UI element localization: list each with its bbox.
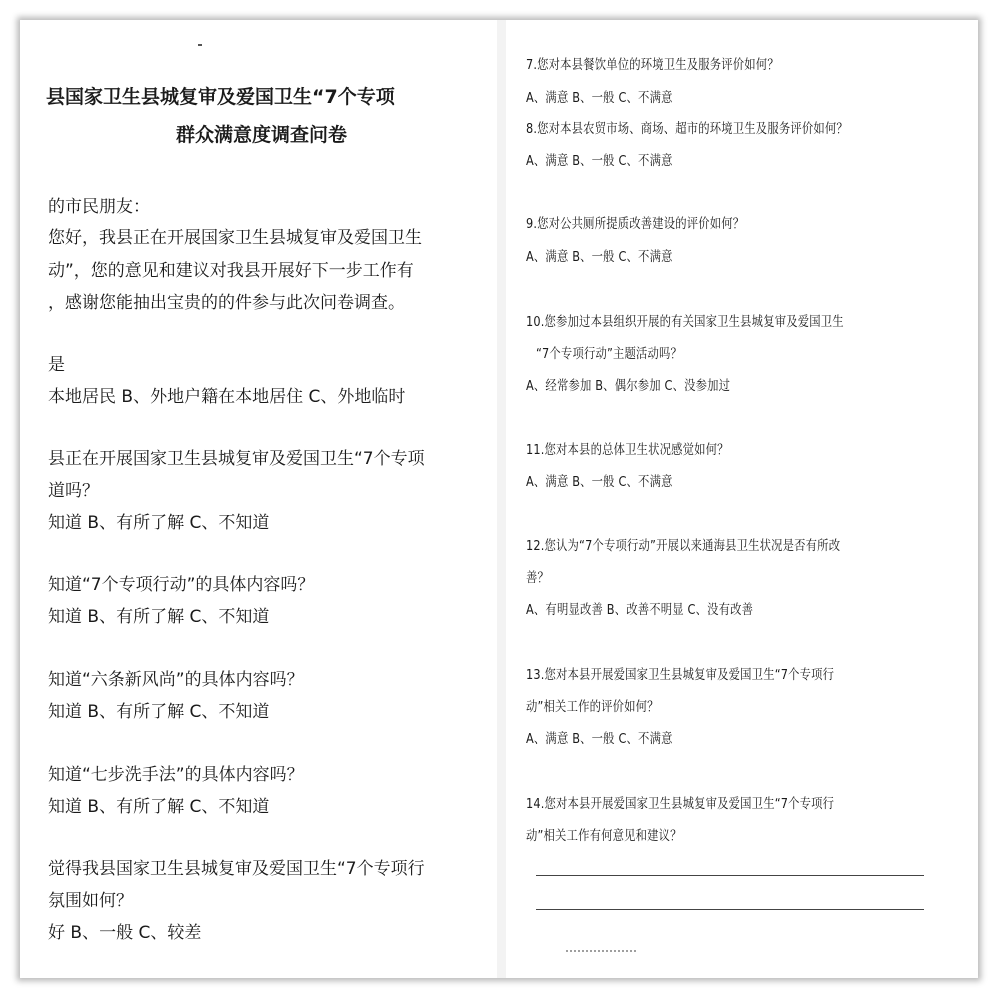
question-12-options: A、有明显改善 B、改善不明显 C、没有改善 [526, 602, 754, 618]
question-12: 12.您认为“7个专项行动”开展以来通海县卫生状况是否有所改 [526, 538, 841, 554]
question-7-options: A、满意 B、一般 C、不满意 [526, 90, 673, 106]
right-page [506, 20, 978, 978]
survey-title-line2: 群众满意度调查问卷 [176, 124, 348, 146]
question-2-options: 知道 B、有所了解 C、不知道 [48, 513, 270, 533]
survey-title-line1: 县国家卫生县城复审及爱国卫生“7个专项 [46, 86, 395, 108]
question-11-options: A、满意 B、一般 C、不满意 [526, 474, 673, 490]
question-3: 知道“7个专项行动”的具体内容吗？ [48, 575, 315, 595]
left-page [20, 20, 497, 978]
question-14: 14.您对本县开展爱国家卫生县城复审及爱国卫生“7个专项行 [526, 796, 835, 812]
question-5: 知道“七步洗手法”的具体内容吗？ [48, 765, 304, 785]
page-gap [497, 20, 506, 978]
question-13: 动”相关工作的评价如何？ [526, 699, 659, 715]
question-2: 县正在开展国家卫生县城复审及爱国卫生“7个专项 [48, 449, 425, 469]
question-6: 氛围如何？ [48, 891, 133, 911]
question-5-options: 知道 B、有所了解 C、不知道 [48, 797, 270, 817]
question-1-options: 本地居民 B、外地户籍在本地居住 C、外地临时 [48, 387, 406, 407]
question-10-options: A、经常参加 B、偶尔参加 C、没参加过 [526, 378, 731, 394]
answer-line[interactable] [536, 909, 924, 910]
faded-text-remnant [566, 950, 636, 956]
intro-line: 动”，您的意见和建议对我县开展好下一步工作有 [48, 261, 414, 281]
question-6: 觉得我县国家卫生县城复审及爱国卫生“7个专项行 [48, 859, 425, 879]
intro-line: ，感谢您能抽出宝贵的的件参与此次问卷调查。 [48, 293, 405, 313]
question-13-options: A、满意 B、一般 C、不满意 [526, 731, 673, 747]
question-7: 7.您对本县餐饮单位的环境卫生及服务评价如何？ [526, 57, 779, 73]
question-10: “7个专项行动”主题活动吗？ [536, 346, 683, 362]
question-9: 9.您对公共厕所提质改善建设的评价如何？ [526, 216, 745, 232]
question-13: 13.您对本县开展爱国家卫生县城复审及爱国卫生“7个专项行 [526, 667, 835, 683]
question-1: 是 [48, 355, 65, 375]
question-9-options: A、满意 B、一般 C、不满意 [526, 249, 673, 265]
question-8: 8.您对本县农贸市场、商场、超市的环境卫生及服务评价如何？ [526, 121, 848, 137]
question-12: 善？ [526, 570, 550, 586]
question-8-options: A、满意 B、一般 C、不满意 [526, 153, 673, 169]
question-3-options: 知道 B、有所了解 C、不知道 [48, 607, 270, 627]
question-6-options: 好 B、一般 C、较差 [48, 923, 202, 943]
page-mark [198, 44, 202, 46]
question-14: 动”相关工作有何意见和建议？ [526, 828, 682, 844]
question-10: 10.您参加过本县组织开展的有关国家卫生县城复审及爱国卫生 [526, 314, 844, 330]
question-11: 11.您对本县的总体卫生状况感觉如何？ [526, 442, 729, 458]
answer-line[interactable] [536, 875, 924, 876]
question-2: 道吗？ [48, 481, 99, 501]
greeting: 的市民朋友： [48, 197, 150, 217]
document-frame [20, 20, 978, 978]
question-4: 知道“六条新风尚”的具体内容吗？ [48, 670, 304, 690]
intro-line: 您好，我县正在开展国家卫生县城复审及爱国卫生 [48, 228, 422, 248]
question-4-options: 知道 B、有所了解 C、不知道 [48, 702, 270, 722]
